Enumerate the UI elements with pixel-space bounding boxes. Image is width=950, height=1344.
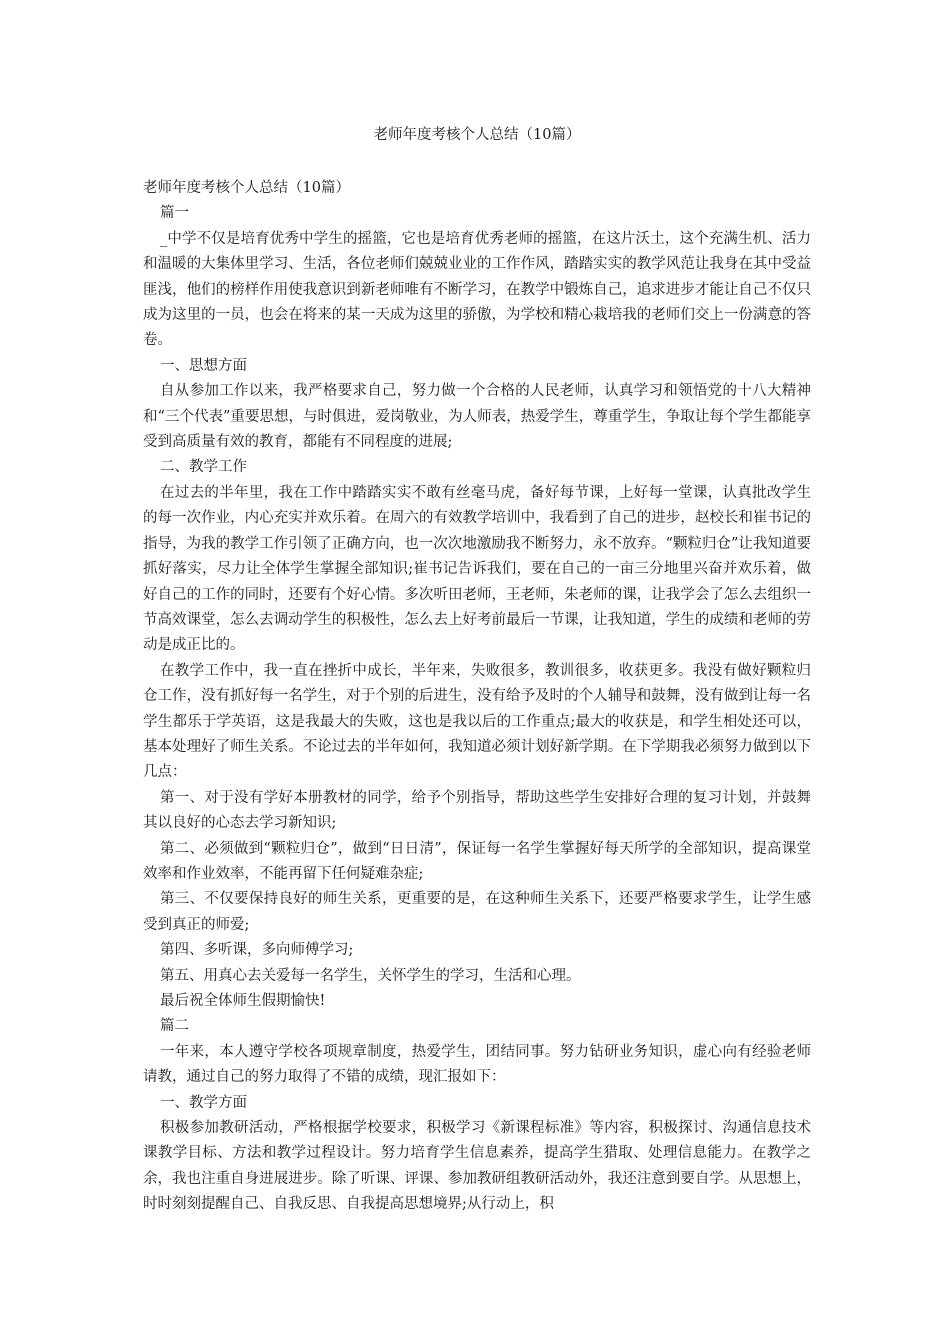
paragraph: 一、思想方面 (160, 357, 247, 374)
paragraph: 在教学工作中，我一直在挫折中成长，半年来，失败很多，教训很多，收获更多。我没有做好颗粒归仓工作，没有抓好每一名学生，对于个别的后进生，没有给予及时的个人辅导和鼓舞，没有做到让每一名学生都乐于学英语，这是我最大的失败，这也是我以后的工作重点;最大的收获是，和学生相处还可以，基本处理好了师生关系。不论过去的半年如何，我知道必须计划好新学期。在下学期我必须努力做到以下几点： (143, 662, 811, 781)
document-title: 老师年度考核个人总结（10篇） (373, 127, 581, 143)
document-body (143, 176, 811, 1218)
paragraph: 积极参加教研活动，严格根据学校要求，积极学习《新课程标准》等内容，积极探讨、沟通信息技术课教学目标、方法和教学过程设计。努力培育学生信息素养，提高学生猎取、处理信息能力。在教学之余，我也注重自身进展进步。除了听课、评课、参加教研组教研活动外，我还注意到要自学。从思想上，时时刻刻提醒自己、自我反思、自我提高思想境界;从行动上，积 (143, 1120, 811, 1213)
paragraph: 老师年度考核个人总结（10篇） (143, 180, 350, 196)
paragraph: 第一、对于没有学好本册教材的同学，给予个别指导，帮助这些学生安排好合理的复习计划，并鼓舞其以良好的心态去学习新知识; (143, 789, 811, 832)
paragraph: 一、教学方面 (160, 1094, 247, 1111)
paragraph: 篇一 (160, 205, 189, 222)
paragraph: 第四、多听课，多向师傅学习; (160, 942, 354, 959)
paragraph: 一年来，本人遵守学校各项规章制度，热爱学生，团结同事。努力钻研业务知识，虚心向有经验老师请教，通过自己的努力取得了不错的成绩，现汇报如下： (143, 1043, 811, 1086)
paragraph: 在过去的半年里，我在工作中踏踏实实不敢有丝毫马虎，备好每节课，上好每一堂课，认真批改学生的每一次作业，内心充实并欢乐着。在周六的有效教学培训中，我看到了自己的进步，赵校长和崔书记的指导，为我的教学工作引领了正确方向，也一次次地激励我不断努力，永不放弃。“颗粒归仓”让我知道要抓好落实，尽力让全体学生掌握全部知识;崔书记告诉我们，要在自己的一亩三分地里兴奋并欢乐着，做好自己的工作的同时，还要有个好心情。多次听田老师，王老师，朱老师的课，让我学会了怎么去组织一节高效课堂，怎么去调动学生的积极性，怎么去上好考前最后一节课，让我知道，学生的成绩和老师的劳动是成正比的。 (143, 484, 811, 654)
paragraph: 篇二 (160, 1018, 189, 1035)
paragraph: _中学不仅是培育优秀中学生的摇篮，它也是培育优秀老师的摇篮，在这片沃土，这个充满生机、活力和温暖的大集体里学习、生活，各位老师们兢兢业业的工作作风，踏踏实实的教学风范让我身在其中受益匪浅，他们的榜样作用使我意识到新老师唯有不断学习，在教学中锻炼自己，追求进步才能让自己不仅只成为这里的一员，也会在将来的某一天成为这里的骄傲，为学校和精心栽培我的老师们交上一份满意的答卷。 (143, 230, 811, 349)
paragraph: 二、教学工作 (160, 459, 247, 476)
paragraph: 自从参加工作以来，我严格要求自己，努力做一个合格的人民老师，认真学习和领悟党的十八大精神和“三个代表”重要思想，与时俱进，爱岗敬业，为人师表，热爱学生，尊重学生，争取让每个学生都能享受到高质量有效的教育，都能有不同程度的进展; (143, 383, 811, 451)
paragraph: 第五、用真心去关爱每一名学生，关怀学生的学习，生活和心理。 (160, 967, 581, 984)
paragraph: 第二、必须做到“颗粒归仓”，做到“日日清”，保证每一名学生掌握好每天所学的全部知识，提高课堂效率和作业效率，不能再留下任何疑难杂症; (143, 840, 811, 882)
paragraph: 第三、不仅要保持良好的师生关系，更重要的是，在这种师生关系下，还要严格要求学生，让学生感受到真正的师爱; (143, 891, 811, 933)
paragraph: 最后祝全体师生假期愉快! (160, 993, 326, 1009)
